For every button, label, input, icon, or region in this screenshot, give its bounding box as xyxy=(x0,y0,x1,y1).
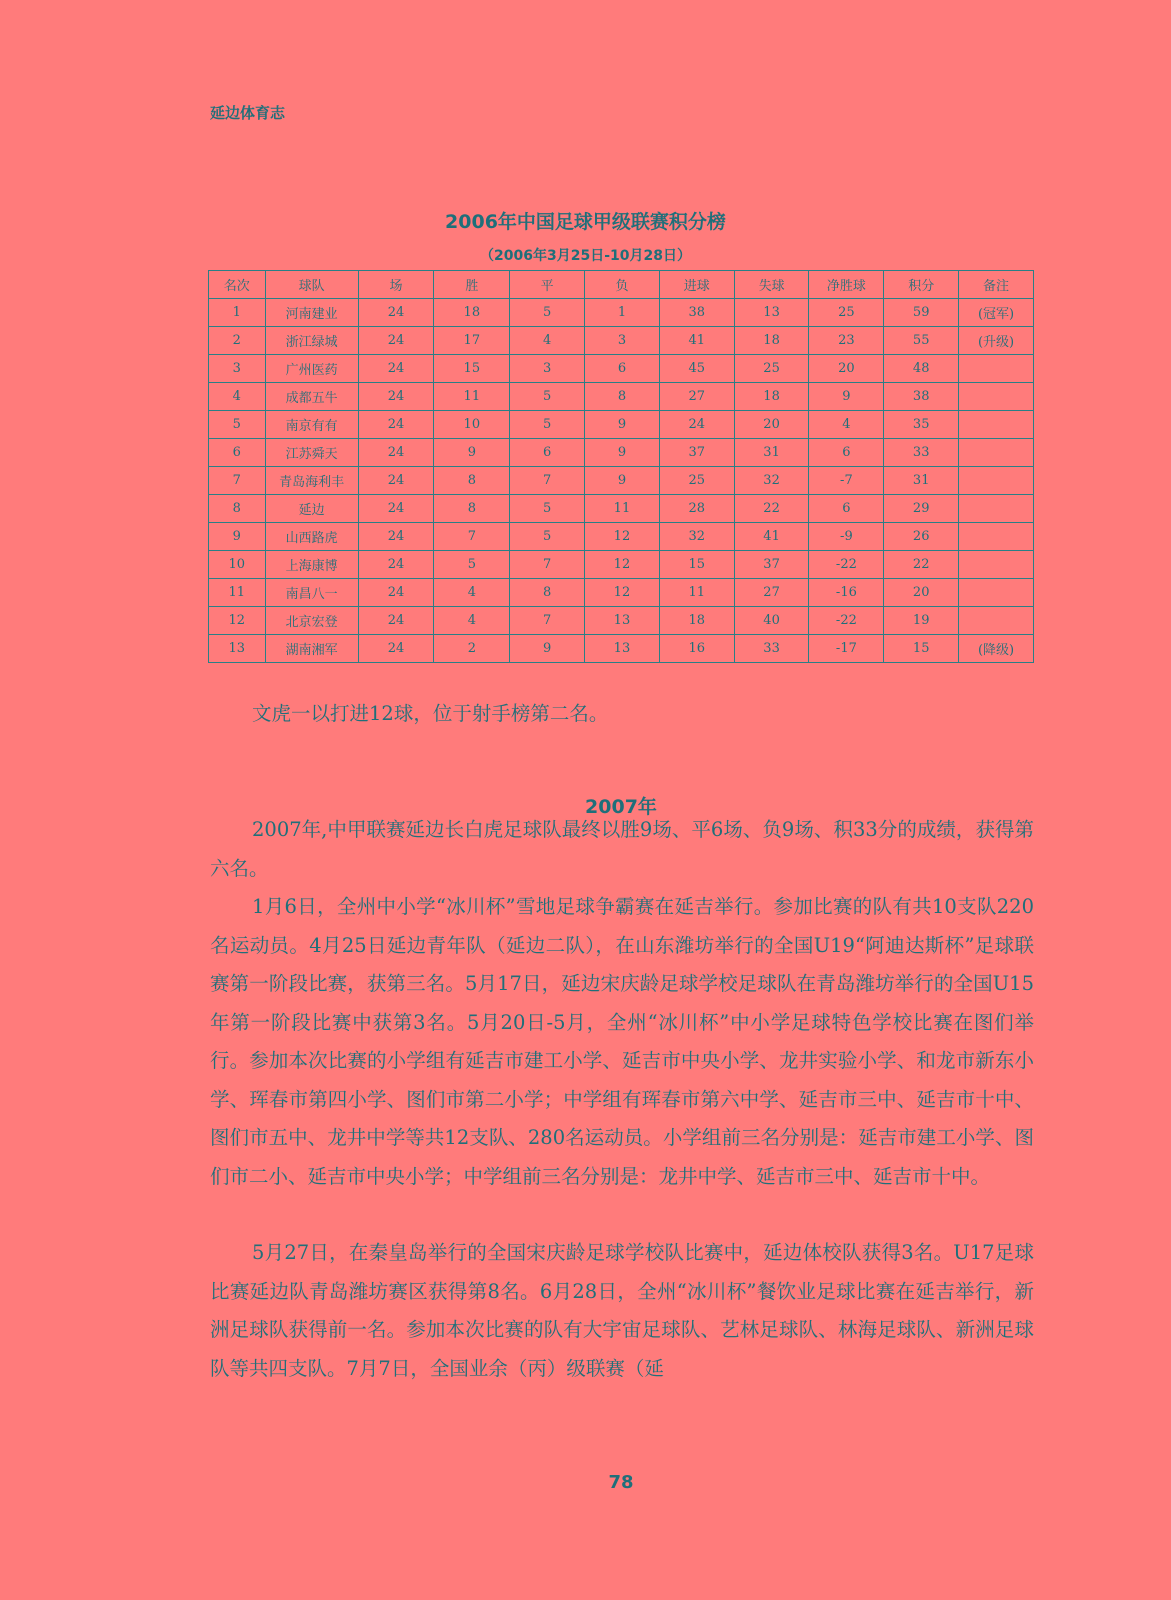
table-cell: 27 xyxy=(734,579,809,607)
table-cell: 浙江绿城 xyxy=(265,327,358,355)
table-cell: 10 xyxy=(434,411,510,439)
table-cell: 20 xyxy=(734,411,809,439)
table-cell: 37 xyxy=(734,551,809,579)
column-header: 胜 xyxy=(434,271,510,299)
table-cell: 11 xyxy=(434,383,510,411)
table-cell: 5 xyxy=(510,411,585,439)
table-row xyxy=(209,579,1034,607)
table-cell: 22 xyxy=(884,551,959,579)
table-row xyxy=(209,635,1034,663)
table-cell: 1 xyxy=(585,299,660,327)
table-row xyxy=(209,551,1034,579)
table-cell: 13 xyxy=(585,607,660,635)
table-cell: 12 xyxy=(585,579,660,607)
table-cell: 13 xyxy=(209,635,266,663)
table-cell: -22 xyxy=(809,551,884,579)
table-cell: 24 xyxy=(358,523,434,551)
column-header: 球队 xyxy=(265,271,358,299)
table-cell: 32 xyxy=(659,523,734,551)
table-cell: 7 xyxy=(510,551,585,579)
table-cell: 31 xyxy=(884,467,959,495)
table-cell: 33 xyxy=(734,635,809,663)
table-cell: 38 xyxy=(884,383,959,411)
table-cell: 9 xyxy=(585,439,660,467)
year-heading: 2007年 xyxy=(585,796,657,818)
table-cell: 3 xyxy=(510,355,585,383)
table-cell: 38 xyxy=(659,299,734,327)
table-cell: 9 xyxy=(585,467,660,495)
table-subtitle: （2006年3月25日-10月28日） xyxy=(480,248,691,264)
table-cell: 27 xyxy=(659,383,734,411)
table-cell: 11 xyxy=(209,579,266,607)
table-cell: -22 xyxy=(809,607,884,635)
table-cell: 7 xyxy=(434,523,510,551)
table-cell: 24 xyxy=(358,355,434,383)
table-cell: 8 xyxy=(585,383,660,411)
table-cell: -16 xyxy=(809,579,884,607)
table-cell: 南京有有 xyxy=(265,411,358,439)
table-cell xyxy=(959,607,1034,635)
paragraph-3: 5月27日，在秦皇岛举行的全国宋庆龄足球学校队比赛中，延边体校队获得3名。U17足球比赛延边队青岛潍坊赛区获得第8名。6月28日，全州“冰川杯”餐饮业足球比赛在延吉举行，新洲足球队获得前一名。参加本次比赛的队有大宇宙足球队、艺林足球队、林海足球队、新洲足球队等共四支队。7月7日，全国业余（丙）级联赛（延 xyxy=(210,1241,1034,1380)
table-cell: 成都五牛 xyxy=(265,383,358,411)
column-header: 场 xyxy=(358,271,434,299)
table-row xyxy=(209,523,1034,551)
table-cell: 1 xyxy=(209,299,266,327)
table-cell: 9 xyxy=(510,635,585,663)
table-cell: 7 xyxy=(510,467,585,495)
table-cell: 广州医药 xyxy=(265,355,358,383)
table-cell xyxy=(959,495,1034,523)
table-cell: 12 xyxy=(209,607,266,635)
table-cell: 24 xyxy=(358,467,434,495)
table-cell: 17 xyxy=(434,327,510,355)
table-title: 2006年中国足球甲级联赛积分榜 xyxy=(445,211,726,233)
table-cell xyxy=(959,411,1034,439)
table-cell: 6 xyxy=(209,439,266,467)
table-cell: 20 xyxy=(884,579,959,607)
table-cell: 9 xyxy=(209,523,266,551)
table-cell: 35 xyxy=(884,411,959,439)
table-cell: 8 xyxy=(510,579,585,607)
table-header-row xyxy=(209,271,1034,299)
column-header: 负 xyxy=(585,271,660,299)
table-cell: 2 xyxy=(209,327,266,355)
table-cell: 4 xyxy=(434,579,510,607)
table-row xyxy=(209,607,1034,635)
table-cell: 6 xyxy=(510,439,585,467)
table-cell xyxy=(959,439,1034,467)
table-row xyxy=(209,327,1034,355)
table-cell: 40 xyxy=(734,607,809,635)
table-cell xyxy=(959,551,1034,579)
table-cell: 河南建业 xyxy=(265,299,358,327)
table-cell: -9 xyxy=(809,523,884,551)
table-cell: 25 xyxy=(809,299,884,327)
column-header: 平 xyxy=(510,271,585,299)
table-cell: 18 xyxy=(734,383,809,411)
table-cell: 5 xyxy=(510,383,585,411)
table-cell: 9 xyxy=(809,383,884,411)
table-cell: 2 xyxy=(434,635,510,663)
table-cell: 5 xyxy=(510,299,585,327)
table-cell: 4 xyxy=(434,607,510,635)
table-cell: (冠军) xyxy=(959,299,1034,327)
table-cell: 6 xyxy=(809,495,884,523)
table-cell: (降级) xyxy=(959,635,1034,663)
table-cell: 12 xyxy=(585,523,660,551)
table-cell: 18 xyxy=(659,607,734,635)
table-cell: 15 xyxy=(884,635,959,663)
table-cell: 7 xyxy=(209,467,266,495)
table-cell: 24 xyxy=(358,383,434,411)
table-cell: 15 xyxy=(659,551,734,579)
table-cell: 18 xyxy=(734,327,809,355)
table-cell: 22 xyxy=(734,495,809,523)
table-cell: 12 xyxy=(585,551,660,579)
table-row xyxy=(209,355,1034,383)
running-header: 延边体育志 xyxy=(210,104,286,122)
table-cell xyxy=(959,523,1034,551)
table-cell xyxy=(959,355,1034,383)
table-cell: 20 xyxy=(809,355,884,383)
table-cell: 25 xyxy=(659,467,734,495)
table-cell: 45 xyxy=(659,355,734,383)
paragraph-1: 2007年,中甲联赛延边长白虎足球队最终以胜9场、平6场、负9场、积33分的成绩，获得第六名。 xyxy=(210,818,1034,880)
table-header xyxy=(209,271,1034,299)
table-cell: 41 xyxy=(659,327,734,355)
table-cell: 11 xyxy=(659,579,734,607)
table-cell: 26 xyxy=(884,523,959,551)
page-number: 78 xyxy=(608,1472,634,1493)
column-header: 进球 xyxy=(659,271,734,299)
table-cell: 24 xyxy=(358,299,434,327)
table-cell: 8 xyxy=(209,495,266,523)
table-cell: 5 xyxy=(510,523,585,551)
table-cell xyxy=(959,383,1034,411)
table-cell: 48 xyxy=(884,355,959,383)
table-cell: 11 xyxy=(585,495,660,523)
table-cell: 江苏舜天 xyxy=(265,439,358,467)
table-cell: 6 xyxy=(585,355,660,383)
table-cell: 延边 xyxy=(265,495,358,523)
table-cell: 28 xyxy=(659,495,734,523)
table-cell: 山西路虎 xyxy=(265,523,358,551)
table-row xyxy=(209,411,1034,439)
table-cell: 湖南湘军 xyxy=(265,635,358,663)
table-row xyxy=(209,299,1034,327)
table-cell: 24 xyxy=(358,495,434,523)
column-header: 积分 xyxy=(884,271,959,299)
table-cell: 32 xyxy=(734,467,809,495)
table-cell: 18 xyxy=(434,299,510,327)
scorer-note: 文虎一以打进12球，位于射手榜第二名。 xyxy=(252,702,609,725)
table-cell: 南昌八一 xyxy=(265,579,358,607)
table-cell: 59 xyxy=(884,299,959,327)
table-row xyxy=(209,383,1034,411)
table-cell: 7 xyxy=(510,607,585,635)
table-cell: 9 xyxy=(585,411,660,439)
table-cell: (升级) xyxy=(959,327,1034,355)
table-cell: 24 xyxy=(659,411,734,439)
table-cell: 23 xyxy=(809,327,884,355)
table-cell: 4 xyxy=(809,411,884,439)
table-cell xyxy=(959,579,1034,607)
standings-table xyxy=(208,270,1034,663)
table-row xyxy=(209,467,1034,495)
table-cell: -7 xyxy=(809,467,884,495)
table-cell: 41 xyxy=(734,523,809,551)
table-cell: 4 xyxy=(510,327,585,355)
table-cell: -17 xyxy=(809,635,884,663)
table-cell: 24 xyxy=(358,327,434,355)
table-cell: 8 xyxy=(434,467,510,495)
table-cell: 上海康博 xyxy=(265,551,358,579)
table-cell: 33 xyxy=(884,439,959,467)
table-cell: 8 xyxy=(434,495,510,523)
table-cell: 13 xyxy=(734,299,809,327)
table-cell: 24 xyxy=(358,439,434,467)
table-cell: 3 xyxy=(585,327,660,355)
table-cell: 37 xyxy=(659,439,734,467)
table-cell: 5 xyxy=(209,411,266,439)
table-body xyxy=(209,299,1034,663)
table-cell: 24 xyxy=(358,635,434,663)
table-cell: 24 xyxy=(358,607,434,635)
table-cell: 3 xyxy=(209,355,266,383)
table-cell: 13 xyxy=(585,635,660,663)
table-cell: 6 xyxy=(809,439,884,467)
table-cell: 24 xyxy=(358,411,434,439)
paragraph-2: 1月6日，全州中小学“冰川杯”雪地足球争霸赛在延吉举行。参加比赛的队有共10支队220名运动员。4月25日延边青年队（延边二队），在山东潍坊举行的全国U19“阿迪达斯杯”足球联赛第一阶段比赛，获第三名。5月17日，延边宋庆龄足球学校足球队在青岛潍坊举行的全国U15年第一阶段比赛中获第3名。5月20日-5月，全州“冰川杯”中小学足球特色学校比赛在图们举行。参加本次比赛的小学组有延吉市建工小学、延吉市中央小学、龙井实验小学、和龙市新东小学、珲春市第四小学、图们市第二小学；中学组有珲春市第六中学、延吉市三中、延吉市十中、图们市五中、龙井中学等共12支队、280名运动员。小学组前三名分别是：延吉市建工小学、图们市二小、延吉市中央小学；中学组前三名分别是：龙井中学、延吉市三中、延吉市十中。 xyxy=(210,895,1034,1188)
table-cell: 25 xyxy=(734,355,809,383)
column-header: 备注 xyxy=(959,271,1034,299)
table-cell: 4 xyxy=(209,383,266,411)
table-cell: 5 xyxy=(510,495,585,523)
column-header: 名次 xyxy=(209,271,266,299)
table-cell: 5 xyxy=(434,551,510,579)
table-cell: 19 xyxy=(884,607,959,635)
table-cell: 9 xyxy=(434,439,510,467)
table-cell: 青岛海利丰 xyxy=(265,467,358,495)
table-cell: 29 xyxy=(884,495,959,523)
table-cell: 55 xyxy=(884,327,959,355)
column-header: 净胜球 xyxy=(809,271,884,299)
table-row xyxy=(209,495,1034,523)
table-cell: 10 xyxy=(209,551,266,579)
table-row xyxy=(209,439,1034,467)
table-cell: 北京宏登 xyxy=(265,607,358,635)
table-cell xyxy=(959,467,1034,495)
table-cell: 24 xyxy=(358,551,434,579)
table-cell: 15 xyxy=(434,355,510,383)
table-cell: 24 xyxy=(358,579,434,607)
table-cell: 16 xyxy=(659,635,734,663)
column-header: 失球 xyxy=(734,271,809,299)
table-cell: 31 xyxy=(734,439,809,467)
